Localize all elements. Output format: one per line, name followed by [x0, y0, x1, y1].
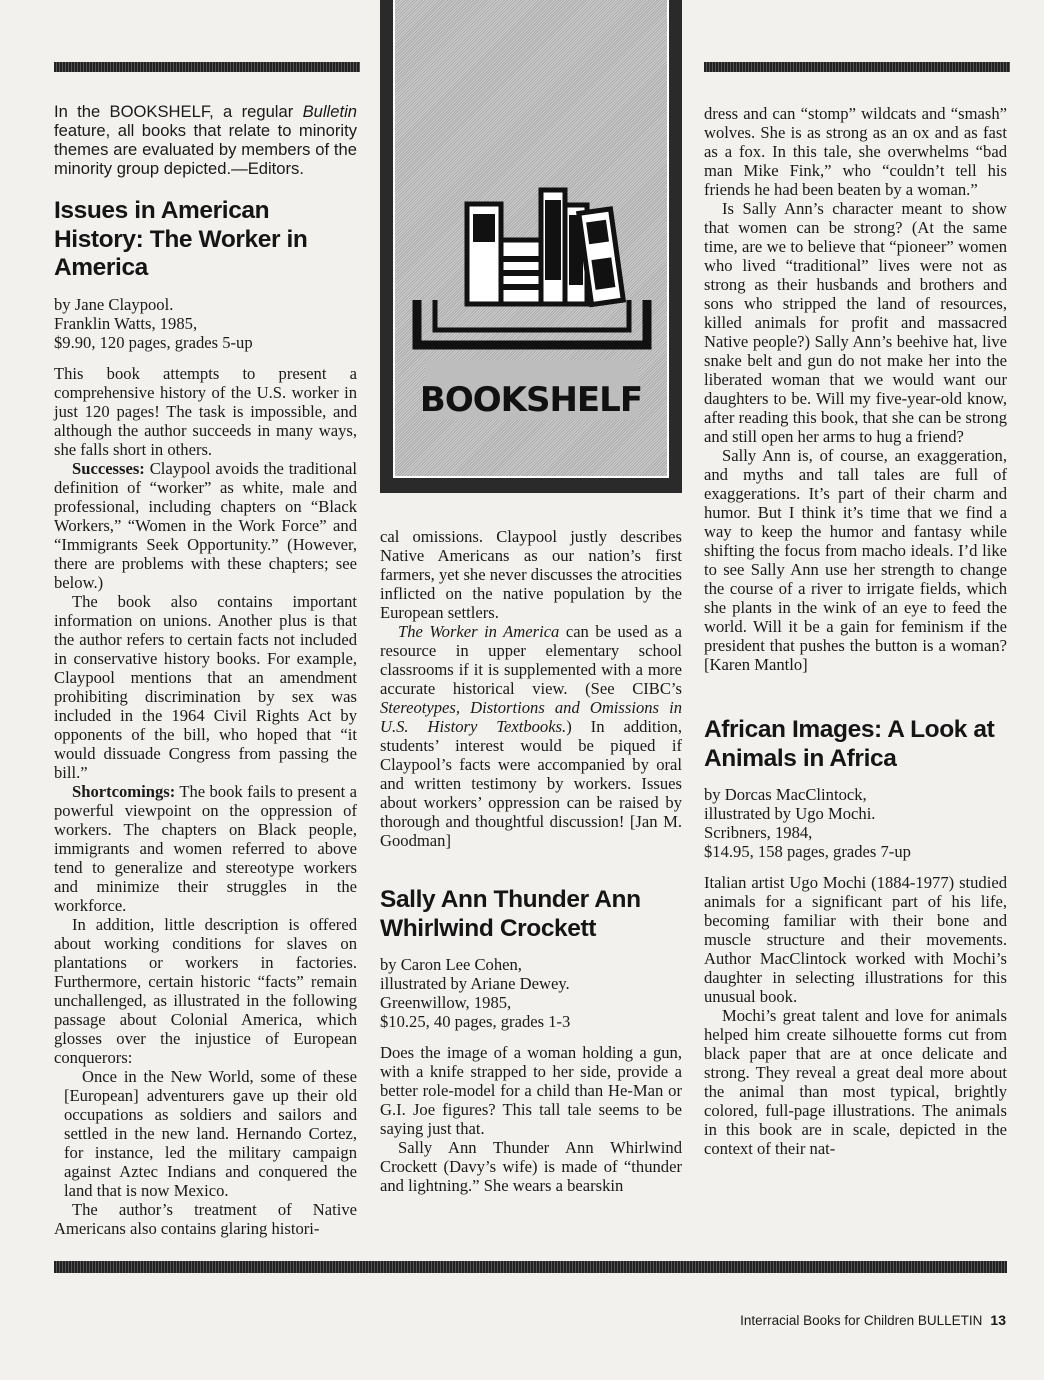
review-2-cont-para-3: Sally Ann is, of course, an exaggeration, and myths and tall tales are full of exaggerations. It’s part of their charm and humor. But I think it’s time that we find a way to keep the humor and fantasy while shifting the focus from macho ideals. I’d like to see Sally Ann use her strength to change the course of a river to irrigate fields, which she plants in the wink of an eye to feed the world. Will it be a gain for feminism if the president that pushes the button is a woman? [Karen Mantlo]: [704, 446, 1007, 674]
review-1-para-5: In addition, little description is offered about working conditions for slaves on plantations or workers in factories. Furthermore, certain historic “facts” remain unchallenged, as illustrated in the following passage about Colonial America, which glosses over the injustice of European conquerors:: [54, 914, 357, 1067]
review-1-cont-para-1: cal omissions. Claypool justly describes Native Americans as our nation’s first farmers, yet she never discusses the atrocities inflicted on the native population by the European settlers.: [380, 527, 682, 622]
review-2-byline: by Caron Lee Cohen, illustrated by Ariane Dewey. Greenwillow, 1985, $10.25, 40 pages, grades 1-3: [380, 955, 571, 1031]
review-1-para-6: The author’s treatment of Native Americans also contains glaring histori-: [54, 1199, 357, 1238]
top-rule-right: [704, 62, 1010, 72]
column-3: [704, 104, 1007, 1158]
bookshelf-logo: [380, 0, 682, 493]
review-3-title: African Images: A Look at Animals in Africa: [704, 716, 995, 772]
review-3-para-2: Mochi’s great talent and love for animals helped him create silhouette forms cut from black paper that are at once delicate and strong. They reveal a great deal more about the animal than most typical, brightly colored, full-page illustrations. The animals in this book are in scale, depicted in the context of their nat-: [704, 1006, 1007, 1158]
review-2-title: Sally Ann Thunder Ann Whirlwind Crockett: [380, 886, 641, 942]
bottom-rule: [54, 1261, 1007, 1273]
review-3-byline: by Dorcas MacClintock, illustrated by Ugo Mochi. Scribners, 1984, $14.95, 158 pages, grades 7-up: [704, 785, 911, 861]
review-2-para-2: Sally Ann Thunder Ann Whirlwind Crockett (Davy’s wife) is made of “thunder and lightning.” She wears a bearskin: [380, 1138, 682, 1195]
column-1: [54, 102, 357, 1238]
review-2-cont-para-1: dress and can “stomp” wildcats and “smash” wolves. She is as strong as an ox and as fast as a fox. In this tale, she overwhelms “bad man Mike Fink,” who “couldn’t tell his friends he had been beaten by a woman.”: [704, 104, 1007, 199]
column-2: [380, 527, 682, 1195]
review-1-para-2: Successes: Claypool avoids the traditional definition of “worker” as white, male and professional, including chapters on “Black Workers,” “Women in the Work Force” and “Immigrants Seek Opportunity.” (However, there are problems with these chapters; see below.): [54, 458, 357, 592]
review-3-para-1: Italian artist Ugo Mochi (1884-1977) studied animals for a significant part of his life, becoming familiar with their bone and muscle structure and their movements. Author MacClintock worked with Mochi’s daughter in selecting illustrations for this unusual book.: [704, 873, 1007, 1006]
top-rule-left: [54, 62, 360, 72]
review-1-byline: by Jane Claypool. Franklin Watts, 1985, $9.90, 120 pages, grades 5-up: [54, 294, 253, 352]
review-1-para-1: This book attempts to present a comprehensive history of the U.S. worker in just 120 pages! The task is impossible, and although the author succeeds in many ways, she falls short in others.: [54, 363, 357, 459]
page-number: 13: [990, 1312, 1006, 1328]
review-1-quote: Once in the New World, some of these [European] adventurers gave up their old occupations as soldiers and sailors and settled in the new land. Hernando Cortez, for instance, led the military campaign against Aztec Indians and conquered the land that is now Mexico.: [64, 1066, 357, 1200]
page-footer: [740, 1312, 1006, 1328]
review-2-cont-para-2: Is Sally Ann’s character meant to show that women can be strong? (At the same time, are we to believe that “pioneer” women who lived “traditional” lives were not as strong as their husbands and brothers and sons who stripped the land of resources, killed animals for profit and massacred Native people?) Sally Ann’s beehive hat, live snake belt and gun do not make her into the liberated woman that we would want our daughters to be. Will my five-year-old know, after reading this book, that she can be strong and still open her arms to hug a friend?: [704, 199, 1007, 446]
publication-name: Interracial Books for Children BULLETIN: [740, 1313, 983, 1328]
review-1-para-3: The book also contains important information on unions. Another plus is that the author refers to certain facts not included in conservative history books. For example, Claypool mentions that an amendment prohibiting discrimination by sex was included in the 1964 Civil Rights Act by opponents of the bill, who hoped that “it would dissuade Congress from passing the bill.”: [54, 591, 357, 782]
review-2-para-1: Does the image of a woman holding a gun, with a knife strapped to her side, provide a better role-model for a child than He-Man or G.I. Joe figures? This tall tale seems to be saying just that.: [380, 1043, 682, 1138]
review-1-cont-para-2: The Worker in America can be used as a resource in upper elementary school classrooms if it is supplemented with a more accurate historical view. (See CIBC’s Stereotypes, Distortions and Omissions in U.S. History Textbooks.) In addition, students’ interest would be piqued if Claypool’s facts were accompanied by oral and written testimony by workers. Issues about workers’ oppression can be raised by thorough and thoughtful discussion! [Jan M. Goodman]: [380, 622, 682, 850]
review-1-title: Issues in American History: The Worker in America: [54, 197, 308, 281]
editor-note: In the BOOKSHELF, a regular Bulletin feature, all books that relate to minority themes are evaluated by members of the minority group depicted.—Editors.: [54, 102, 357, 178]
review-1-para-4: Shortcomings: The book fails to present a powerful viewpoint on the oppression of workers. The chapters on Black people, immigrants and women referred to above tend to generalize and stereotype workers and minimize their struggles in the workforce.: [54, 781, 357, 915]
bookshelf-title: BOOKSHELF: [419, 380, 643, 420]
